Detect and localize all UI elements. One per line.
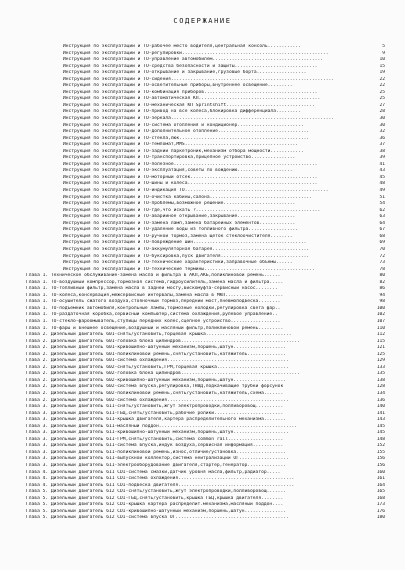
toc-entry-text: Глава 1. ТО-фары и внешнее освещение,воздушный и масляный фильтр,поликлиновой ремень......... bbox=[26, 325, 284, 331]
toc-entry-page: 32 bbox=[379, 129, 385, 135]
toc-entry-page: 72 bbox=[379, 253, 385, 259]
toc-entry-page: 140 bbox=[376, 404, 385, 410]
toc-entry-text: Инструкция по эксплуатации и ТО-привод на все колеса,блокировка дифференциала......... bbox=[63, 109, 301, 115]
toc-entry-page: 70 bbox=[379, 246, 385, 252]
toc-entry-text: Инструкция по эксплуатации и ТО-моторный отсек.............................................. bbox=[63, 174, 318, 180]
toc-entry-page: 98 bbox=[379, 299, 385, 305]
toc-entry-page: 156 bbox=[376, 456, 385, 462]
toc-entry-page: 22 bbox=[379, 76, 385, 82]
toc-entry-page: 125 bbox=[376, 351, 385, 357]
toc-entry-page: 82 bbox=[379, 279, 385, 285]
toc-entry-page: 5 bbox=[382, 44, 385, 49]
toc-entry-text: Инструкция по эксплуатации и ТО-регулировки..................................................... bbox=[63, 50, 329, 56]
toc-entry-text: Инструкция по эксплуатации и ТО-проблемы,возможное решение.......................... bbox=[63, 201, 296, 207]
toc-entry-text: Глава 1. ТО-стекло-фароомыватель,ступицы передних колес,сцепное устройство.................. bbox=[26, 318, 281, 324]
toc-entry-page: 152 bbox=[376, 443, 385, 449]
toc-entry-page: 63 bbox=[379, 214, 385, 220]
toc-entry-text: Глава 5. Дизельный двигатель 612 CDI-система впуска ОГ......................................... bbox=[26, 515, 289, 521]
toc-entry-page: 112 bbox=[376, 332, 385, 338]
toc-entry-page: 30 bbox=[379, 116, 385, 122]
toc-entry-text: Глава 5. Дизельный двигатель 612 CDI-ГБЦ,снять/установить,крышка ГБЦ,крышка двигателя........ bbox=[26, 495, 284, 501]
toc-entry-text: Глава 3. Дизельный двигатель 611-выпускной коллектор,система нейтрализации ОГ.................. bbox=[26, 456, 289, 462]
toc-entry-text: Глава 2. Дизельный двигатель 601-кривошипно-шатунный механизм,поршень,шатун................... bbox=[26, 345, 286, 351]
toc-entry-text: Глава 2. Дизельный двигатель 601-головка блока цилиндров........................................... bbox=[26, 338, 300, 344]
toc-entry-text: Глава 3. Дизельный двигатель 611-электрооборудование двигателя,стартер,генератор.............. bbox=[26, 463, 286, 468]
toc-entry-text: Инструкция по эксплуатации и ТО-технические характеристики,заправочные объемы...... bbox=[63, 260, 293, 266]
toc-entry-text: Инструкция по эксплуатации и ТО-технические термины........................................ bbox=[63, 266, 315, 272]
toc-entry-page: 180 bbox=[376, 515, 385, 521]
toc-entry-text: Инструкция по эксплуатации и ТО-дополнительное отопление................................. bbox=[63, 129, 310, 135]
toc-entry-text: Инструкция по эксплуатации и ТО-задний паркетроник,механизм отбора мощности............ bbox=[63, 148, 304, 154]
toc-entry-page: 173 bbox=[376, 502, 385, 508]
toc-entry-page: 68 bbox=[379, 233, 385, 239]
toc-entry-page: 54 bbox=[379, 201, 385, 207]
toc-entry-text: Инструкция по эксплуатации и ТО-где,что искать ?............................................. bbox=[63, 207, 321, 213]
toc-entry-page: 141 bbox=[376, 410, 385, 416]
toc-entry-page: 45 bbox=[379, 174, 385, 180]
toc-entry-text: Глава 2. Дизельный двигатель 602-поликлиновой ремень,снять/установить,натяжитель,схема....... bbox=[26, 390, 284, 396]
toc-entry-page: 138 bbox=[376, 377, 385, 383]
toc-entry-page: 51 bbox=[379, 194, 385, 200]
toc-entry-text: Инструкция по эксплуатации и ТО-шины и колеса............................................... bbox=[63, 181, 318, 187]
toc-entry-text: Инструкция по эксплуатации и ТО-аккумуляторная батарея................................... bbox=[63, 246, 310, 252]
toc-entry-text: Инструкция по эксплуатации и ТО-стекла,люк............................................... bbox=[63, 135, 310, 141]
toc-entry-page: 133 bbox=[376, 364, 385, 370]
toc-entry-page: 25 bbox=[379, 89, 385, 95]
toc-entry-page: 62 bbox=[379, 207, 385, 213]
toc-entry-page: 30 bbox=[379, 122, 385, 128]
toc-entry-page: 67 bbox=[379, 227, 385, 233]
toc-entry-text: Глава 1. ТО-топливный фильтр,замена масла в задней мосту,вискомуфта-сервисный насос........ bbox=[26, 286, 278, 292]
toc-entry-text: Инструкция по эксплуатации и ТО-средства безопасности и защиты.............................. bbox=[63, 63, 318, 69]
toc-entry-page: 145 bbox=[376, 430, 385, 436]
toc-entry-text: Глава 1. ТО-раздаточная коробка,сервисный компьютер,система охлаждения,рулевое управление.. bbox=[26, 312, 278, 318]
toc-entry-page: 49 bbox=[379, 188, 385, 194]
toc-entry bbox=[0, 515, 405, 522]
toc-entry-text: Инструкция по эксплуатации и ТО-индикация ТО.................................................... bbox=[63, 188, 329, 194]
toc-entry-text: Инструкция по эксплуатации и ТО-осветительные приборы,внутреннее освещение......... bbox=[63, 83, 293, 89]
toc-entry-page: 155 bbox=[376, 449, 385, 455]
page-title: СОДЕРЖАНИЕ bbox=[173, 17, 232, 25]
toc-entry-page: 128 bbox=[376, 384, 385, 390]
toc-entry-page: 48 bbox=[379, 181, 385, 187]
toc-entry-text: Глава 1. ТО-воздушный компрессор,тормозная система,гидроусилитель,замена масла и фильтра..... bbox=[26, 279, 284, 285]
toc-entry-text: Глава 3. Дизельный двигатель 611-поликлиновой ремень,износ,отличие/установка.................. bbox=[26, 449, 286, 455]
toc-entry-text: Глава 1. Техническое обслуживание-замена масла и фильтра в АКП,АКБ,поликлиновой ремень...... bbox=[26, 273, 281, 279]
toc-entry-text: Глава 4. Дизельный двигатель 611 CDI-подвеска двигателя.......................................... bbox=[26, 482, 295, 488]
toc-entry-text: Глава 2. Дизельный двигатель 602-система охлаждения............................................ bbox=[26, 397, 289, 403]
toc-entry-page: 134 bbox=[376, 390, 385, 396]
toc-entry-text: Глава 3. Дизельный двигатель 611-система впуска,индук воздуха,сервисная информация........... bbox=[26, 443, 284, 449]
toc-entry-text: Глава 3. Дизельный двигатель 611-ГРМ,снять/установить,система common rail.................... bbox=[26, 436, 284, 442]
toc-entry-page: 37 bbox=[379, 142, 385, 148]
toc-entry-page: 129 bbox=[376, 358, 385, 364]
toc-entry-text: Глава 1. ТО-подъемник автомобиля,контрольные лампы,тормозные колодки,регулировка света фар.. bbox=[26, 305, 281, 311]
toc-entry-page: 38 bbox=[379, 148, 385, 154]
toc-entry-text: Инструкция по эксплуатации и ТО-аварийное открывание,закрывание..................... bbox=[63, 214, 296, 220]
toc-entry-text: Инструкция по эксплуатации и ТО-комбинация приборов......................................... bbox=[63, 89, 318, 95]
toc-entry-page: 110 bbox=[376, 325, 385, 331]
toc-entry-page: 164 bbox=[376, 482, 385, 488]
toc-entry-text: Инструкция по эксплуатации и ТО-очистка кабины,салона..................................... bbox=[63, 194, 312, 200]
toc-entry-text: Глава 4. Дизельный двигатель 611 CDI-система смазки,датчик уровня масла,фильтр,радиатор..... bbox=[26, 469, 281, 475]
toc-entry-page: 135 bbox=[376, 371, 385, 377]
toc-entry-text: Инструкция по эксплуатации и ТО-повреждение шин......................................... bbox=[63, 240, 307, 246]
toc-entry-text: Глава 2. Дизельный двигатель 602-кривошипно-шатунный механизм,поршень,шатун................... bbox=[26, 377, 286, 383]
toc-entry-page: 145 bbox=[376, 423, 385, 429]
toc-entry-page: 121 bbox=[376, 345, 385, 351]
toc-entry-page: 160 bbox=[376, 469, 385, 475]
toc-entry-text: Инструкция по эксплуатации и ТО-механическая КП Sprintshift................................ bbox=[63, 102, 315, 108]
toc-entry-page: 39 bbox=[379, 155, 385, 161]
toc-entry-text: Инструкция по эксплуатации и ТО-зеркала........................................................... bbox=[63, 116, 335, 122]
toc-entry-page: 41 bbox=[379, 161, 385, 167]
toc-entry-page: 25 bbox=[379, 96, 385, 102]
toc-entry-page: 148 bbox=[376, 436, 385, 442]
toc-entry-text: Инструкция по эксплуатации и ТО-система отопления и кондиционер........................ bbox=[63, 122, 304, 128]
toc-entry-page: 143 bbox=[376, 417, 385, 423]
toc-entry-page: 19 bbox=[379, 70, 385, 76]
toc-entry-text: Глава 1. ТО-осушитель сжатого воздуха,стояночный тормоз,передний мост,пневмоподвеска........ bbox=[26, 299, 281, 305]
toc-entry-text: Глава 2. Дизельный двигатель 602-головка блока цилиндров........................................... bbox=[26, 371, 300, 377]
toc-entry-text: Глава 5. Дизельный двигатель 612 CDI-кривошипно-шатунный механизм,поршень,шатун............... bbox=[26, 508, 286, 514]
toc-entry-text: Глава 3. Дизельный двигатель 611-масляный поддон.................................................. bbox=[26, 423, 298, 429]
toc-entry-text: Глава 3. Дизельный двигатель 611-крышка двигателя,картера распределительного механизма........ bbox=[26, 417, 286, 423]
toc-entry-text: Глава 1. ТО-колеса,консервация,межсервисные интервалы,замена масла в МКП..................... bbox=[26, 292, 284, 298]
toc-entry-text: Инструкция по эксплуатации и ТО-транспортировка,прицепное устройство................ bbox=[63, 155, 296, 161]
toc-entry-page: 107 bbox=[376, 318, 385, 324]
toc-entry-page: 64 bbox=[379, 220, 385, 226]
toc-entry-page: 100 bbox=[376, 305, 385, 311]
toc-entry-text: Глава 3. Дизельный двигатель 611-кривошипно-шатунный механизм,поршень,шатун.................... bbox=[26, 430, 289, 436]
toc-entry-text: Глава 2. Дизельный двигатель 601-поликлиновой ремень,снять/установить,натяжитель.............. bbox=[26, 351, 286, 357]
toc-entry-page: 115 bbox=[376, 338, 385, 344]
toc-entry-text: Глава 2. Дизельный двигатель 601-система охлаждения............................................ bbox=[26, 358, 289, 364]
toc-entry-page: 136 bbox=[376, 397, 385, 403]
toc-entry-page: 168 bbox=[376, 495, 385, 501]
toc-entry-text: Глава 2. Дизельный двигатель 602-снять/установить,ГРМ,торцевая крышка.......................... bbox=[26, 364, 289, 370]
toc-entry-text: Глава 3. Дизельный двигатель 611-ГБЦ,снять/установить,рабочие ролики......................... bbox=[26, 410, 284, 416]
toc-entry-text: Инструкция по эксплуатации и ТО-темпомат,ММS......................................... bbox=[63, 142, 299, 148]
toc-entry-text: Глава 5. Дизельный двигатель 612 CDI-снять/установить,жгут электропроводки,полливоровощ....... bbox=[26, 489, 286, 495]
toc-entry-text: Инструкция по эксплуатации и ТО-сидения........................................................... bbox=[63, 76, 335, 82]
toc-entry-page: 73 bbox=[379, 260, 385, 266]
toc-entry-page: 9 bbox=[382, 50, 385, 56]
toc-entry-text: Инструкция по эксплуатации и ТО-открывание и закрывание,грузовые борта.................. bbox=[63, 70, 307, 76]
toc-entry-page: 36 bbox=[379, 135, 385, 141]
toc-entry-text: Инструкция по эксплуатации и ТО-рабочее место водителя,центральная консоль............ bbox=[63, 44, 301, 49]
toc-entry-text: Инструкция по эксплуатации и ТО-удаление воды из топливного фильтра.................. bbox=[63, 227, 299, 233]
toc-entry-page: 86 bbox=[379, 286, 385, 292]
toc-entry-text: Глава 2. Дизельный двигатель 602-система впуска,регулировка,ТНВД,подкачиващие трубки форсунок bbox=[26, 384, 284, 390]
toc-entry-page: 22 bbox=[379, 83, 385, 89]
toc-entry-text: Глава 4. Дизельный двигатель 611 CDI-система охлаждения.......................................... bbox=[26, 476, 295, 482]
toc-entry-page: 176 bbox=[376, 508, 385, 514]
toc-entry-page: 15 bbox=[379, 63, 385, 69]
toc-entry-page: 102 bbox=[376, 312, 385, 318]
toc-entry-text: Инструкция по эксплуатации и ТО-эксплуатация,советы по вождению.................... bbox=[63, 168, 293, 174]
toc-entry-page: 78 bbox=[379, 266, 385, 272]
toc-entry-page: 156 bbox=[376, 463, 385, 468]
toc-entry-text: Глава 3. Дизельный двигатель 611-снять/установить,жгут электропроводки,полливоровощ.......... bbox=[26, 404, 284, 410]
toc-list bbox=[0, 44, 405, 522]
toc-entry-text: Инструкция по эксплуатации и ТО-автоматическая КП............................................ bbox=[63, 96, 321, 102]
toc-entry-text: Глава 5. Дизельный двигатель 612 CDI-крышка картера распределит.механизма,масляный поддон.... bbox=[26, 502, 284, 508]
toc-entry-text: Инструкция по эксплуатации и ТО-буксировка,пуск двигателя................................ bbox=[63, 253, 310, 259]
toc-entry-text: Глава 2. Дизельный двигатель 601-снять/установить,торцевая крышка............................... bbox=[26, 332, 292, 338]
toc-entry-page: 94 bbox=[379, 292, 385, 298]
toc-entry-page: 28 bbox=[379, 109, 385, 115]
toc-entry-page: 10 bbox=[379, 57, 385, 63]
toc-entry-text: Инструкция по эксплуатации и ТО-ручной тормоз,замена щеток стеклоочистителя........ bbox=[63, 233, 293, 239]
toc-entry-text: Инструкция по эксплуатации и ТО-замена ламп,замена батарейных элементов............. bbox=[63, 220, 296, 226]
toc-entry-text: Инструкция по эксплуатации и ТО-управление автомобилем........................................ bbox=[63, 57, 323, 63]
toc-entry-page: 27 bbox=[379, 102, 385, 108]
toc-entry-page: 43 bbox=[379, 168, 385, 174]
toc-entry-page: 161 bbox=[376, 476, 385, 482]
toc-entry-text: Инструкция по эксплуатации и ТО-полезное.................................................... bbox=[63, 161, 318, 167]
toc-entry-page: 69 bbox=[379, 240, 385, 246]
toc-entry-page: 165 bbox=[376, 489, 385, 495]
toc-entry-page: 80 bbox=[379, 273, 385, 279]
